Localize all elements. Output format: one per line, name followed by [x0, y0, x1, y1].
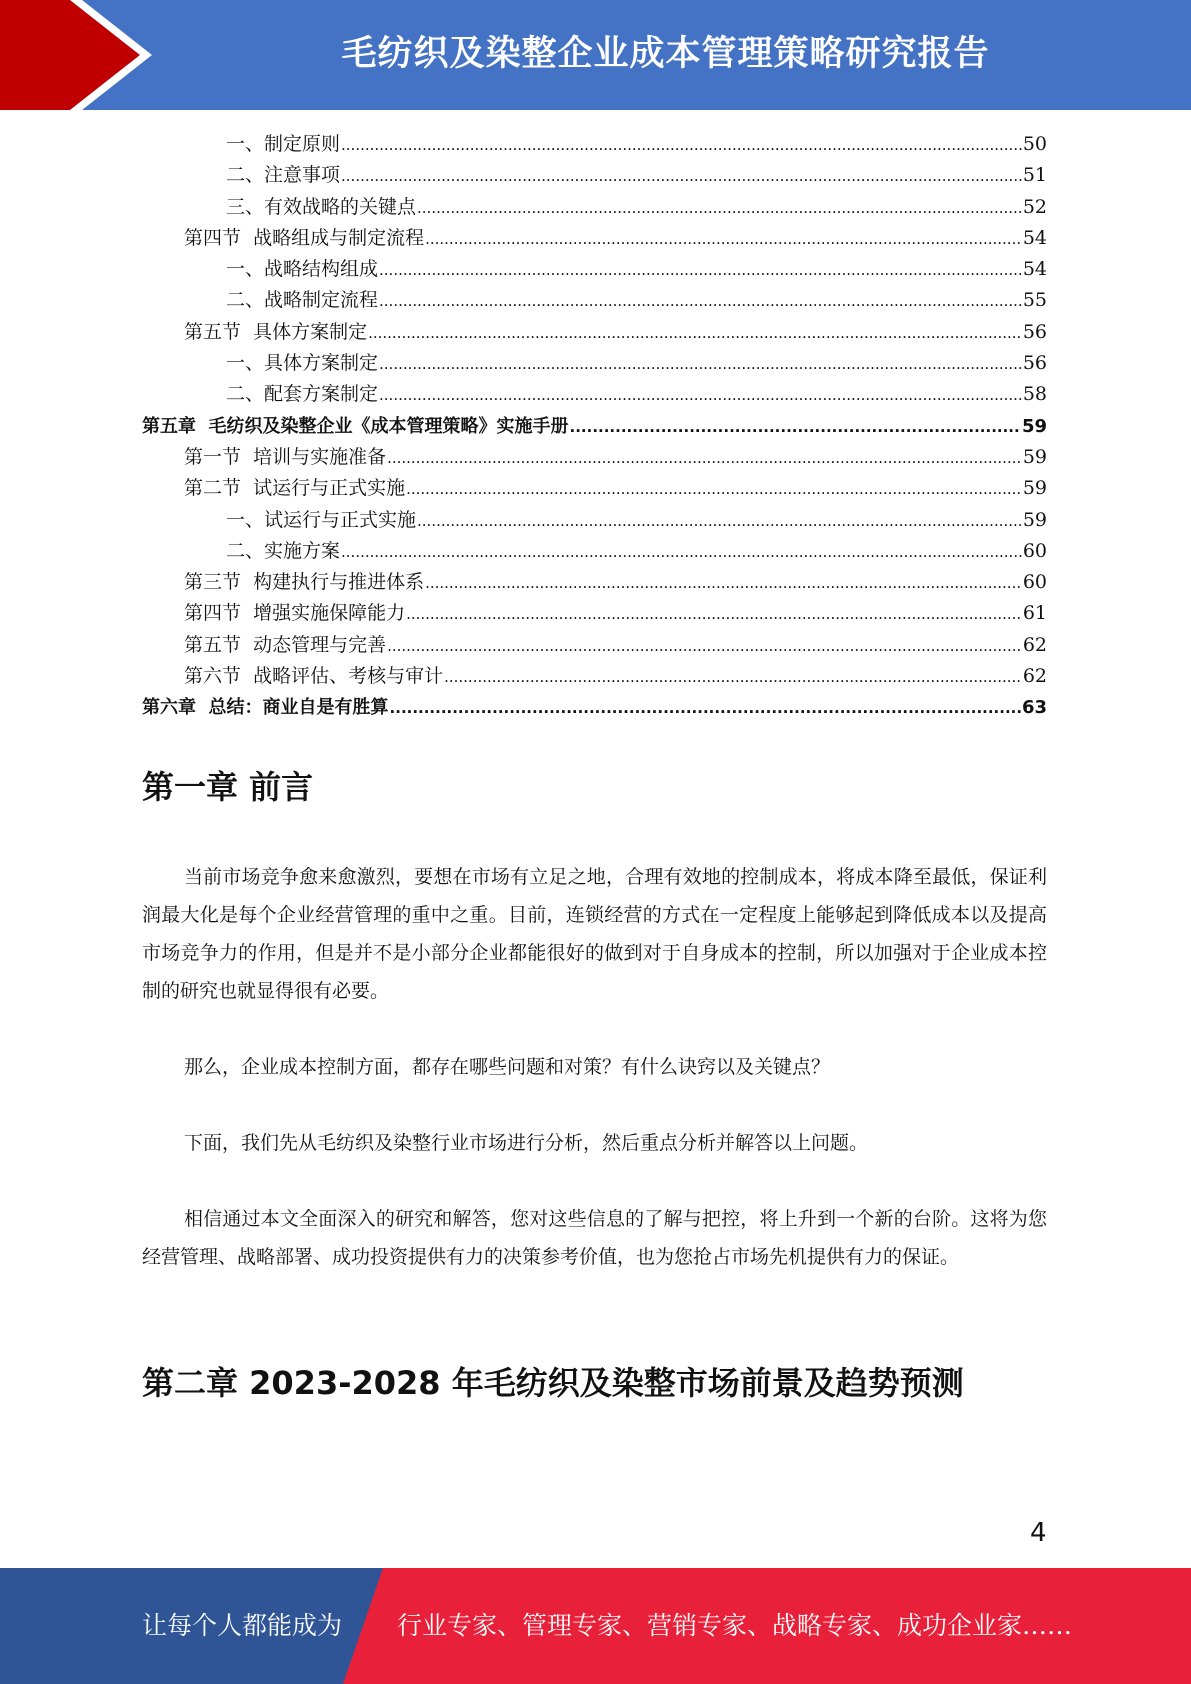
- toc-entry-page: 56: [1022, 320, 1047, 343]
- toc-entry[interactable]: [142, 567, 1047, 598]
- toc-entry[interactable]: [142, 505, 1047, 536]
- toc-entry[interactable]: [142, 254, 1047, 285]
- toc-entry-page: 62: [1022, 665, 1047, 688]
- paragraph: 下面，我们先从毛纺织及染整行业市场进行分析，然后重点分析并解答以上问题。: [184, 1132, 869, 1154]
- toc-dot-leader: [341, 537, 1022, 568]
- toc-entry[interactable]: [142, 192, 1047, 223]
- toc-entry[interactable]: [142, 442, 1047, 473]
- paragraph: 那么，企业成本控制方面，都存在哪些问题和对策？有什么诀窍以及关键点？: [184, 1056, 831, 1078]
- toc-entry-page: 54: [1022, 226, 1047, 249]
- paragraph: 相信通过本文全面深入的研究和解答，您对这些信息的了解与把控，将上升到一个新的台阶。这将为您经营管理、战略部署、成功投资提供有力的决策参考价值，也为您抢占市场先机提供有力的保证。: [142, 1208, 1047, 1268]
- toc-entry-title: 二、战略制定流程: [226, 289, 379, 312]
- paragraph: 当前市场竞争愈来愈激烈，要想在市场有立足之地，合理有效地的控制成本，将成本降至最低，保证利润最大化是每个企业经营管理的重中之重。目前，连锁经营的方式在一定程度上能够起到降低成本以及提高市场竞争力的作用，但是并不是小部分企业都能很好的做到对于自身成本的控制，所以加强对于企业成本控制的研究也就显得很有必要。: [142, 866, 1047, 1002]
- toc-entry-title: 第四节 战略组成与制定流程: [184, 226, 425, 249]
- toc-entry[interactable]: [142, 379, 1047, 410]
- toc-entry-title: 第五节 动态管理与完善: [184, 633, 387, 656]
- report-title: 毛纺织及染整企业成本管理策略研究报告: [341, 34, 990, 74]
- toc-entry-page: 59: [1022, 445, 1047, 468]
- page-header: [0, 0, 1191, 110]
- toc-dot-leader: [341, 161, 1022, 192]
- toc-entry-title: 第三节 构建执行与推进体系: [184, 571, 425, 594]
- toc-entry[interactable]: [142, 473, 1047, 504]
- toc-entry[interactable]: [142, 285, 1047, 316]
- toc-entry[interactable]: [142, 411, 1047, 442]
- toc-entry[interactable]: [142, 598, 1047, 629]
- toc-entry-page: 58: [1022, 383, 1047, 406]
- toc-entry-title: 一、制定原则: [226, 133, 341, 155]
- toc-entry-page: 60: [1022, 539, 1047, 562]
- toc-dot-leader: [406, 474, 1022, 505]
- toc-dot-leader: [406, 599, 1022, 630]
- toc-entry-title: 第四节 增强实施保障能力: [184, 602, 406, 625]
- toc-dot-leader: [379, 286, 1022, 317]
- toc-entry[interactable]: [142, 536, 1047, 567]
- toc-dot-leader: [387, 443, 1022, 474]
- toc-entry-page: 59: [1022, 508, 1047, 531]
- toc-entry-page: 54: [1022, 258, 1047, 281]
- toc-entry-title: 第五节 具体方案制定: [184, 320, 368, 343]
- toc-entry-title: 第二节 试运行与正式实施: [184, 477, 406, 500]
- toc-entry-title: 第六章 总结：商业自是有胜算: [142, 697, 389, 719]
- toc-dot-leader: [417, 193, 1022, 224]
- toc-entry-title: 一、战略结构组成: [226, 258, 379, 281]
- toc-entry-title: 三、有效战略的关键点: [226, 195, 417, 218]
- toc-dot-leader: [444, 662, 1022, 693]
- toc-entry[interactable]: [142, 223, 1047, 254]
- toc-dot-leader: [417, 506, 1022, 537]
- toc-dot-leader: [425, 568, 1022, 599]
- toc-entry-title: 第五章 毛纺织及染整企业《成本管理策略》实施手册: [142, 415, 569, 437]
- page-number: 4: [1030, 1518, 1047, 1548]
- toc-entry-page: 61: [1022, 602, 1047, 625]
- toc-entry-title: 一、试运行与正式实施: [226, 508, 417, 531]
- toc-dot-leader: [341, 130, 1022, 161]
- toc-dot-leader: [379, 255, 1022, 286]
- toc-dot-leader: [570, 412, 1021, 443]
- toc-entry-page: 60: [1022, 571, 1047, 594]
- toc-entry-page: 52: [1022, 195, 1047, 218]
- page-footer: [0, 1568, 1191, 1684]
- toc-entry-page: 55: [1022, 289, 1047, 312]
- toc-entry-title: 二、实施方案: [226, 539, 341, 562]
- toc-entry-title: 第一节 培训与实施准备: [184, 445, 387, 468]
- toc-dot-leader: [387, 631, 1022, 662]
- toc-entry-page: 50: [1022, 133, 1047, 155]
- toc-dot-leader: [368, 318, 1022, 349]
- toc-entry-page: 56: [1022, 352, 1047, 375]
- toc-entry[interactable]: [142, 692, 1047, 723]
- toc-entry-title: 一、具体方案制定: [226, 352, 379, 375]
- toc-entry-title: 二、注意事项: [226, 164, 341, 187]
- toc-entry[interactable]: [142, 348, 1047, 379]
- toc-dot-leader: [379, 380, 1022, 411]
- toc-entry[interactable]: [142, 160, 1047, 191]
- toc-entry-page: 59: [1021, 415, 1047, 437]
- toc-entry-page: 51: [1022, 164, 1047, 187]
- table-of-contents: [142, 129, 1047, 724]
- toc-entry[interactable]: [142, 661, 1047, 692]
- footer-slogan-right: 行业专家、管理专家、营销专家、战略专家、成功企业家……: [397, 1611, 1073, 1640]
- toc-entry-page: 59: [1022, 477, 1047, 500]
- toc-entry[interactable]: [142, 630, 1047, 661]
- toc-entry[interactable]: [142, 317, 1047, 348]
- toc-entry-title: 二、配套方案制定: [226, 383, 379, 406]
- toc-dot-leader: [425, 224, 1022, 255]
- toc-entry-title: 第六节 战略评估、考核与审计: [184, 665, 444, 688]
- toc-entry[interactable]: [142, 129, 1047, 160]
- chapter-heading: 第二章 2023-2028 年毛纺织及染整市场前景及趋势预测: [142, 1364, 964, 1402]
- toc-dot-leader: [379, 349, 1022, 380]
- toc-dot-leader: [390, 693, 1021, 724]
- toc-entry-page: 63: [1021, 697, 1047, 719]
- footer-slogan-left: 让每个人都能成为: [142, 1611, 343, 1640]
- toc-entry-page: 62: [1022, 633, 1047, 656]
- chapter-heading: 第一章 前言: [142, 768, 314, 806]
